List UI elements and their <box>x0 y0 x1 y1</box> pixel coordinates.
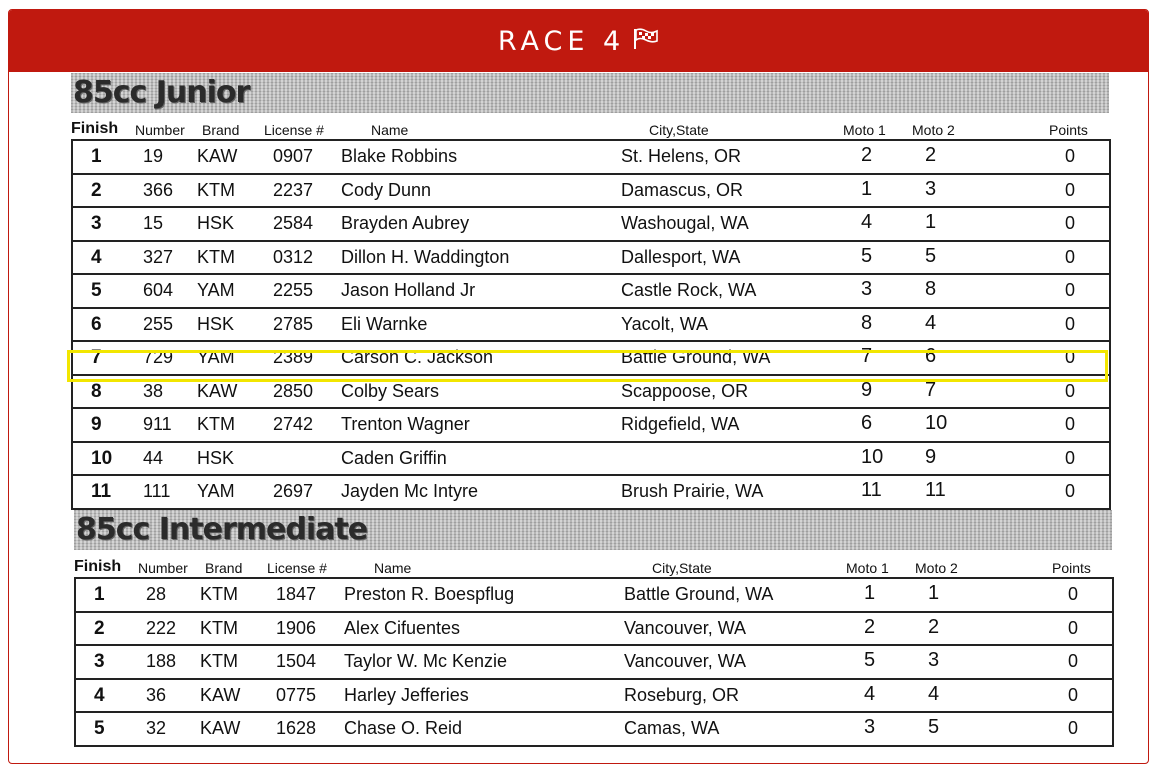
cell-brand: KTM <box>200 651 238 671</box>
cell-name: Carson C. Jackson <box>341 347 494 367</box>
results-card <box>8 9 1149 764</box>
column-header-finish: Finish <box>71 120 119 137</box>
table-row <box>73 208 1109 242</box>
cell-moto1: 1 <box>861 177 873 200</box>
table-row <box>73 443 1109 477</box>
cell-city: Washougal, WA <box>621 213 749 233</box>
cell-finish: 5 <box>94 718 105 739</box>
cell-points: 0 <box>1065 280 1076 300</box>
cell-moto1: 9 <box>861 378 873 401</box>
class-header-bar <box>74 510 1112 550</box>
cell-number: 36 <box>146 684 167 705</box>
cell-city: Dallesport, WA <box>621 246 741 267</box>
cell-moto1: 2 <box>861 144 873 166</box>
cell-moto2: 7 <box>925 378 937 401</box>
table-row <box>73 275 1109 309</box>
cell-points: 0 <box>1068 684 1079 705</box>
table-row <box>76 713 1112 747</box>
cell-moto1: 1 <box>864 582 876 604</box>
column-header-finish: Finish <box>74 558 122 575</box>
column-header-moto2: Moto 2 <box>915 560 958 576</box>
cell-number: 222 <box>146 617 177 638</box>
cell-points: 0 <box>1068 718 1079 738</box>
cell-city: Vancouver, WA <box>624 617 747 638</box>
cell-points: 0 <box>1068 651 1079 671</box>
cell-moto2: 10 <box>925 412 948 434</box>
cell-brand: KAW <box>200 718 241 738</box>
cell-moto2: 2 <box>928 615 940 638</box>
column-header-row <box>9 120 1148 140</box>
cell-city: Camas, WA <box>624 718 720 738</box>
cell-finish: 6 <box>91 313 102 335</box>
table-row <box>76 613 1112 647</box>
cell-number: 366 <box>143 179 174 200</box>
cell-name: Brayden Aubrey <box>341 213 470 233</box>
table-row <box>73 175 1109 209</box>
column-header-brand: Brand <box>202 122 240 138</box>
race-title: RACE 4 <box>497 25 626 57</box>
cell-license: 2785 <box>273 313 314 334</box>
cell-number: 188 <box>146 651 177 671</box>
table-row <box>76 680 1112 714</box>
cell-brand: HSK <box>197 213 235 233</box>
cell-license: 2255 <box>273 280 314 300</box>
column-header-moto2: Moto 2 <box>912 122 955 138</box>
class-header-bar <box>71 73 1109 113</box>
cell-points: 0 <box>1065 447 1076 468</box>
column-header-row <box>9 558 1148 578</box>
cell-points: 0 <box>1065 146 1076 166</box>
cell-number: 911 <box>143 414 172 434</box>
cell-moto2: 9 <box>925 445 937 468</box>
column-header-number: Number <box>135 122 185 138</box>
cell-brand: YAM <box>197 481 235 501</box>
cell-name: Preston R. Boespflug <box>344 584 515 604</box>
cell-points: 0 <box>1068 617 1079 638</box>
cell-license: 1628 <box>276 718 317 738</box>
cell-city: Castle Rock, WA <box>621 280 757 300</box>
cell-moto1: 5 <box>861 244 873 267</box>
cell-moto2: 1 <box>925 211 937 233</box>
cell-moto2: 8 <box>925 278 937 300</box>
cell-name: Trenton Wagner <box>341 414 470 434</box>
column-header-brand: Brand <box>205 560 243 576</box>
cell-finish: 10 <box>91 447 113 469</box>
cell-points: 0 <box>1065 414 1076 434</box>
cell-finish: 1 <box>94 584 105 605</box>
column-header-points: Points <box>1052 560 1091 576</box>
cell-moto2: 2 <box>925 144 937 166</box>
cell-city: Ridgefield, WA <box>621 414 740 434</box>
cell-finish: 1 <box>91 146 102 167</box>
cell-city: Scappoose, OR <box>621 380 749 401</box>
cell-license: 1847 <box>276 584 317 604</box>
cell-brand: KAW <box>197 380 238 401</box>
cell-number: 111 <box>143 481 171 501</box>
cell-finish: 9 <box>91 414 102 435</box>
cell-city: Vancouver, WA <box>624 651 747 671</box>
cell-brand: YAM <box>197 280 235 300</box>
cell-finish: 8 <box>91 380 102 402</box>
cell-moto1: 4 <box>861 211 873 233</box>
cell-city: Damascus, OR <box>621 179 744 200</box>
class-title: 85cc Junior <box>73 75 250 110</box>
table-row <box>73 409 1109 443</box>
cell-finish: 7 <box>91 347 102 368</box>
column-header-moto1: Moto 1 <box>846 560 889 576</box>
cell-number: 19 <box>143 146 164 166</box>
cell-name: Chase O. Reid <box>344 718 463 738</box>
cell-number: 38 <box>143 380 164 401</box>
cell-points: 0 <box>1065 313 1076 334</box>
cell-name: Colby Sears <box>341 380 440 401</box>
race-banner <box>9 10 1148 72</box>
cell-moto1: 7 <box>861 345 873 367</box>
results-table <box>71 139 1111 510</box>
cell-moto1: 8 <box>861 311 873 334</box>
cell-finish: 4 <box>94 684 105 706</box>
column-header-license: License # <box>267 560 327 576</box>
cell-points: 0 <box>1065 347 1076 367</box>
cell-moto2: 3 <box>928 649 940 671</box>
column-header-license: License # <box>264 122 324 138</box>
cell-points: 0 <box>1065 179 1076 200</box>
cell-license: 2697 <box>273 481 314 501</box>
cell-brand: KTM <box>197 414 235 434</box>
cell-city: Battle Ground, WA <box>624 584 774 604</box>
cell-number: 604 <box>143 280 174 300</box>
cell-moto1: 3 <box>861 278 873 300</box>
cell-name: Blake Robbins <box>341 146 458 166</box>
cell-points: 0 <box>1065 246 1076 267</box>
cell-license: 0775 <box>276 684 317 705</box>
cell-moto1: 10 <box>861 445 884 468</box>
cell-brand: KTM <box>200 617 238 638</box>
cell-number: 327 <box>143 246 174 267</box>
cell-finish: 2 <box>94 617 105 639</box>
cell-moto2: 3 <box>925 177 937 200</box>
column-header-city: City,State <box>649 122 709 138</box>
cell-city: Battle Ground, WA <box>621 347 771 367</box>
column-header-number: Number <box>138 560 188 576</box>
table-row <box>73 476 1109 510</box>
cell-brand: KAW <box>200 684 241 705</box>
cell-brand: HSK <box>197 447 235 468</box>
cell-moto2: 5 <box>928 716 940 738</box>
cell-moto1: 11 <box>861 479 882 501</box>
cell-moto2: 4 <box>928 682 940 705</box>
cell-moto2: 6 <box>925 345 937 367</box>
column-header-city: City,State <box>652 560 712 576</box>
cell-moto1: 4 <box>864 682 876 705</box>
cell-name: Caden Griffin <box>341 447 447 468</box>
cell-license: 2850 <box>273 380 314 401</box>
column-header-points: Points <box>1049 122 1088 138</box>
cell-city: Roseburg, OR <box>624 684 740 705</box>
column-header-name: Name <box>374 560 412 576</box>
cell-license: 1504 <box>276 651 317 671</box>
cell-name: Jayden Mc Intyre <box>341 481 479 501</box>
cell-number: 32 <box>146 718 167 738</box>
table-row <box>73 141 1109 175</box>
cell-name: Harley Jefferies <box>344 684 469 705</box>
cell-finish: 3 <box>94 651 105 672</box>
cell-number: 255 <box>143 313 174 334</box>
cell-moto1: 2 <box>864 615 876 638</box>
cell-name: Eli Warnke <box>341 313 428 334</box>
cell-points: 0 <box>1065 380 1076 401</box>
cell-moto1: 6 <box>861 412 873 434</box>
cell-city: St. Helens, OR <box>621 146 742 166</box>
cell-points: 0 <box>1068 584 1079 604</box>
cell-number: 28 <box>146 584 167 604</box>
cell-brand: KAW <box>197 146 238 166</box>
cell-finish: 3 <box>91 213 102 234</box>
table-row <box>73 242 1109 276</box>
cell-name: Taylor W. Mc Kenzie <box>344 651 508 671</box>
cell-moto2: 1 <box>928 582 940 604</box>
cell-moto2: 5 <box>925 244 937 267</box>
cell-number: 729 <box>143 347 174 367</box>
cell-points: 0 <box>1065 481 1076 501</box>
cell-license: 2237 <box>273 179 314 200</box>
cell-brand: KTM <box>197 179 235 200</box>
cell-finish: 2 <box>91 179 102 201</box>
column-header-moto1: Moto 1 <box>843 122 886 138</box>
cell-license: 2389 <box>273 347 314 367</box>
cell-points: 0 <box>1065 213 1076 233</box>
cell-name: Alex Cifuentes <box>344 617 461 638</box>
cell-brand: YAM <box>197 347 235 367</box>
cell-brand: KTM <box>197 246 235 267</box>
cell-license: 0312 <box>273 246 314 267</box>
cell-name: Cody Dunn <box>341 179 432 200</box>
cell-city: Brush Prairie, WA <box>621 481 764 501</box>
table-row <box>73 309 1109 343</box>
cell-moto1: 3 <box>864 716 876 738</box>
cell-brand: HSK <box>197 313 235 334</box>
class-title: 85cc Intermediate <box>76 512 368 547</box>
results-sheet <box>9 72 1148 763</box>
results-table <box>74 577 1114 747</box>
table-row <box>76 646 1112 680</box>
cell-license: 0907 <box>273 146 314 166</box>
cell-moto2: 11 <box>925 479 946 501</box>
highlighted-row-marker <box>67 350 1108 382</box>
cell-finish: 5 <box>91 280 102 301</box>
cell-moto2: 4 <box>925 311 937 334</box>
cell-number: 15 <box>143 213 164 233</box>
table-row <box>76 579 1112 613</box>
cell-license: 2584 <box>273 213 314 233</box>
checkered-flag-icon <box>633 28 659 55</box>
cell-moto1: 5 <box>864 649 876 671</box>
cell-license: 2742 <box>273 414 314 434</box>
column-header-name: Name <box>371 122 409 138</box>
cell-brand: KTM <box>200 584 238 604</box>
cell-name: Jason Holland Jr <box>341 280 476 300</box>
cell-number: 44 <box>143 447 164 468</box>
cell-license: 1906 <box>276 617 317 638</box>
cell-finish: 4 <box>91 246 102 268</box>
cell-finish: 11 <box>91 481 112 502</box>
cell-name: Dillon H. Waddington <box>341 246 510 267</box>
cell-city: Yacolt, WA <box>621 313 709 334</box>
